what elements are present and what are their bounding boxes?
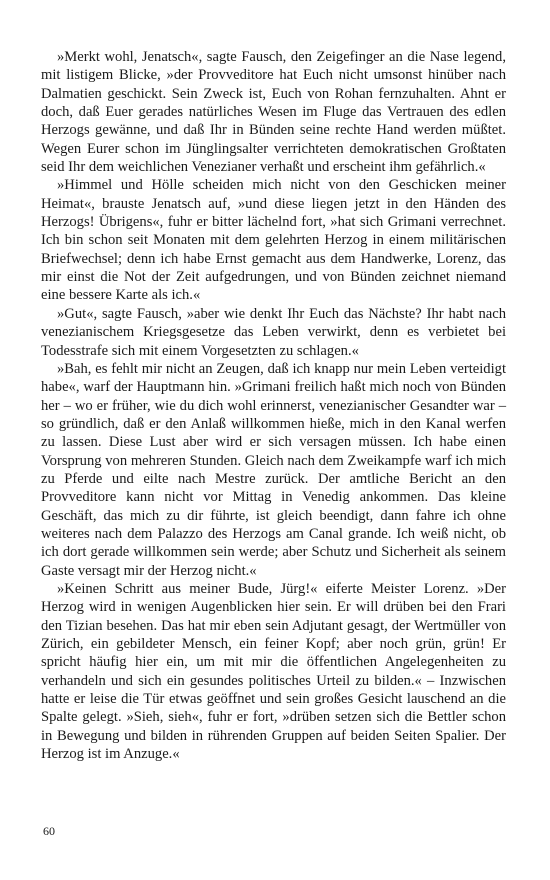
paragraph: »Bah, es fehlt mir nicht an Zeugen, daß ich knapp nur mein Leben verteidigt habe«, warf der Hauptmann hin. »Grimani freilich haßt mich noch von Bünden her – wo er früher, wie du dich wohl erinnerst, venezianischer Gesandter war – so gründlich, daß er den Anlaß willkommen hieße, mich in den Kanal werfen zu lassen. Diese Lust aber wird er sich versagen müssen. Ich habe einen Vorsprung von mehreren Stunden. Gleich nach dem Zweikampfe warf ich mich zu Pferde und eilte nach Mestre zurück. Der amtliche Bericht an den Provveditore kann nicht vor Mittag in Venedig ankommen. Das kleine Geschäft, das mich zu dir führte, ist gleich beendigt, dann fahre ich ohne weiteres nach dem Palazzo des Herzogs am Canal grande. Ich weiß nicht, ob ich dort gerade willkommen sein werde; aber Schutz und Sicherheit als seinem Gaste versagt mir der Herzog nicht.« bbox=[41, 360, 506, 579]
body-text bbox=[41, 48, 506, 763]
paragraph: »Merkt wohl, Jenatsch«, sagte Fausch, den Zeigefinger an die Nase legend, mit listigem Blicke, »der Provveditore hat Euch nicht umsonst hinüber nach Dalmatien geschickt. Sein Zweck ist, Euch von Rohan fernzuhalten. Ahnt er doch, daß Euer gerades natürliches Wesen im Fluge das Vertrauen des edlen Herzogs gewänne, und daß Ihr in Bünden seine rechte Hand werden müßtet. Wegen Eurer schon im Jünglingsalter verrichteten demokratischen Großtaten seid Ihr dem weichlichen Venezianer verhaßt und erscheint ihm gefährlich.« bbox=[41, 49, 506, 176]
page-number: 60 bbox=[43, 824, 55, 838]
paragraph: »Himmel und Hölle scheiden mich nicht von den Geschicken meiner Heimat«, brauste Jenatsch auf, »und diese liegen jetzt in den Händen des Herzogs! Übrigens«, fuhr er bitter lächelnd fort, »hat sich Grimani verrechnet. Ich bin schon seit Monaten mit dem gelehrten Herzog in einem militärischen Briefwechsel; denn ich habe Ernst gemacht aus dem Handwerke, Lorenz, das mir einst die Not der Zeit aufgedrungen, und von Bünden zeichnet niemand eine bessere Karte als ich.« bbox=[41, 177, 506, 304]
paragraph: »Keinen Schritt aus meiner Bude, Jürg!« eiferte Meister Lorenz. »Der Herzog wird in wenigen Augenblicken hier sein. Er will drüben bei den Frari den Tizian besehen. Das hat mir eben sein Adjutant gesagt, der Wertmüller von Zürich, ein gebildeter Mensch, ein feiner Kopf; aber noch grün, grün! Er spricht häufig hier ein, um mit mir die öffentlichen Angelegenheiten zu verhandeln und sich ein gesundes politisches Urteil zu bilden.« – Inzwischen hatte er leise die Tür etwas geöffnet und sein großes Gesicht lauschend an die Spalte gelegt. »Sieh, sieh«, fuhr er fort, »drüben setzen sich die Bettler schon in Bewegung und bilden in rührenden Gruppen auf beiden Seiten Spalier. Der Herzog ist im Anzuge.« bbox=[41, 580, 506, 763]
paragraph: »Gut«, sagte Fausch, »aber wie denkt Ihr Euch das Nächste? Ihr habt nach venezianischem Kriegsgesetze das Leben verwirkt, denn es verbietet bei Todesstrafe sich mit einem Vorgesetzten zu schlagen.« bbox=[41, 305, 506, 359]
